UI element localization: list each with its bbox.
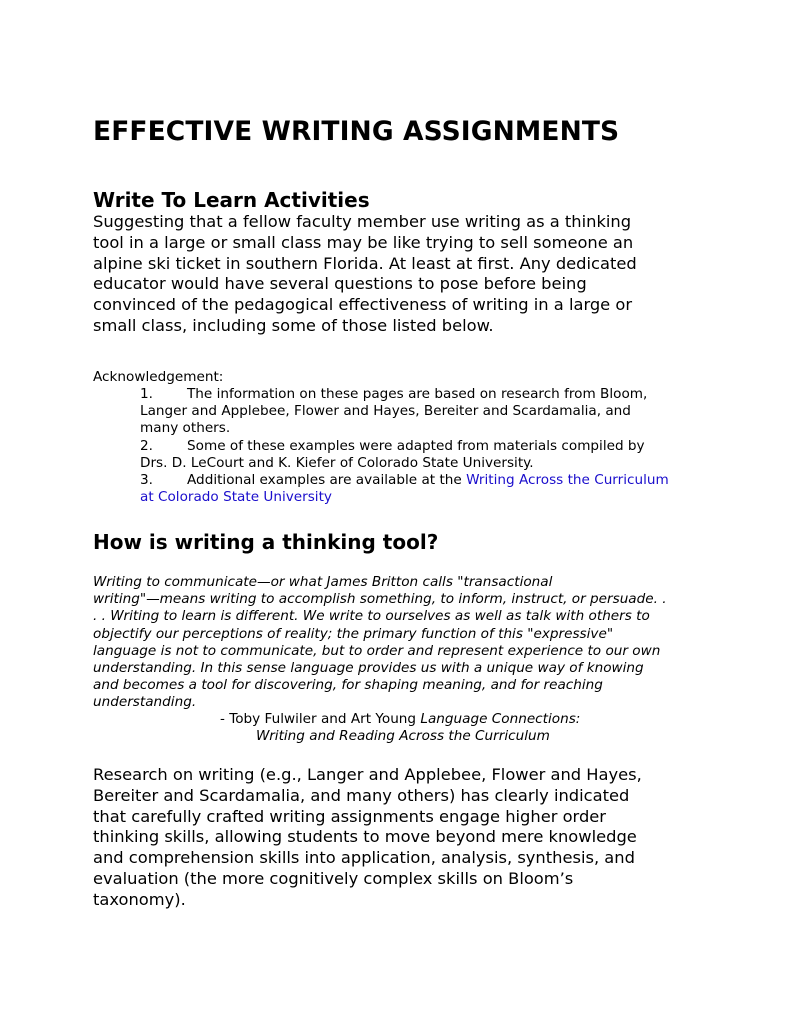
paragraph-line: tool in a large or small class may be like trying to sell someone an [93,232,634,252]
research-paragraph [93,765,642,911]
quote-line: understanding. [93,694,197,711]
attribution-book-subtitle: Writing and Reading Across the Curriculum [256,728,550,744]
paragraph-line: educator would have several questions to pose before being [93,274,587,294]
paragraph-line: Suggesting that a fellow faculty member use writing as a thinking [93,212,632,231]
list-number: 2. [140,438,153,454]
paragraph-line: evaluation (the more cognitively complex skills on Bloom’s [93,868,574,888]
paragraph-line: thinking skills, allowing students to move beyond mere knowledge [93,827,637,847]
quote-line: Writing to communicate—or what James Britton calls "transactional [93,574,553,590]
paragraph-line: and comprehension skills into application, analysis, synthesis, and [93,848,635,868]
wac-link[interactable]: Writing Across the Curriculum [466,472,669,488]
quote-line: objectify our perceptions of reality; the primary function of this "expressive" [93,625,614,642]
quote-line: and becomes a tool for discovering, for shaping meaning, and for reaching [93,677,603,694]
quote-line: . . Writing to learn is different. We write to ourselves as well as talk with others to [93,608,650,625]
page-title: EFFECTIVE WRITING ASSIGNMENTS [93,116,620,147]
list-number: 1. [140,386,153,402]
quote-line: understanding. In this sense language provides us with a unique way of knowing [93,660,644,677]
list-item-text: Some of these examples were adapted from materials compiled by [187,438,645,454]
paragraph-line: small class, including some of those listed below. [93,315,494,335]
quote-line: language is not to communicate, but to order and represent experience to our own [93,642,661,659]
paragraph-line: taxonomy). [93,889,186,909]
section-heading-thinking-tool: How is writing a thinking tool? [93,530,439,554]
acknowledgement-label: Acknowledgement: [93,369,224,385]
wac-link-continued[interactable]: at Colorado State University [140,489,332,505]
paragraph-line: Bereiter and Scardamalia, and many others) has clearly indicated [93,785,630,805]
paragraph-line: Research on writing (e.g., Langer and Applebee, Flower and Hayes, [93,765,642,784]
attribution-book-title: Language Connections: [420,711,581,727]
intro-paragraph [93,212,637,337]
list-item-text: many others. [140,420,231,436]
list-number: 3. [140,472,153,488]
list-item-text: Langer and Applebee, Flower and Hayes, Bereiter and Scardamalia, and [140,403,631,419]
quote-line: writing"—means writing to accomplish something, to inform, instruct, or persuade. . [93,591,667,608]
section-heading-write-to-learn: Write To Learn Activities [93,188,370,212]
paragraph-line: alpine ski ticket in southern Florida. At least at first. Any dedicated [93,253,637,273]
block-quote [93,574,667,712]
quote-attribution [220,711,580,727]
list-item-text [187,472,669,489]
list-item-text-prefix: Additional examples are available at the [187,472,467,488]
list-item-text: Drs. D. LeCourt and K. Kiefer of Colorado State University. [140,455,534,471]
attribution-authors: - Toby Fulwiler and Art Young [220,711,421,727]
list-item-text: The information on these pages are based on research from Bloom, [187,386,648,402]
paragraph-line: convinced of the pedagogical effectiveness of writing in a large or [93,295,633,315]
paragraph-line: that carefully crafted writing assignments engage higher order [93,806,607,826]
